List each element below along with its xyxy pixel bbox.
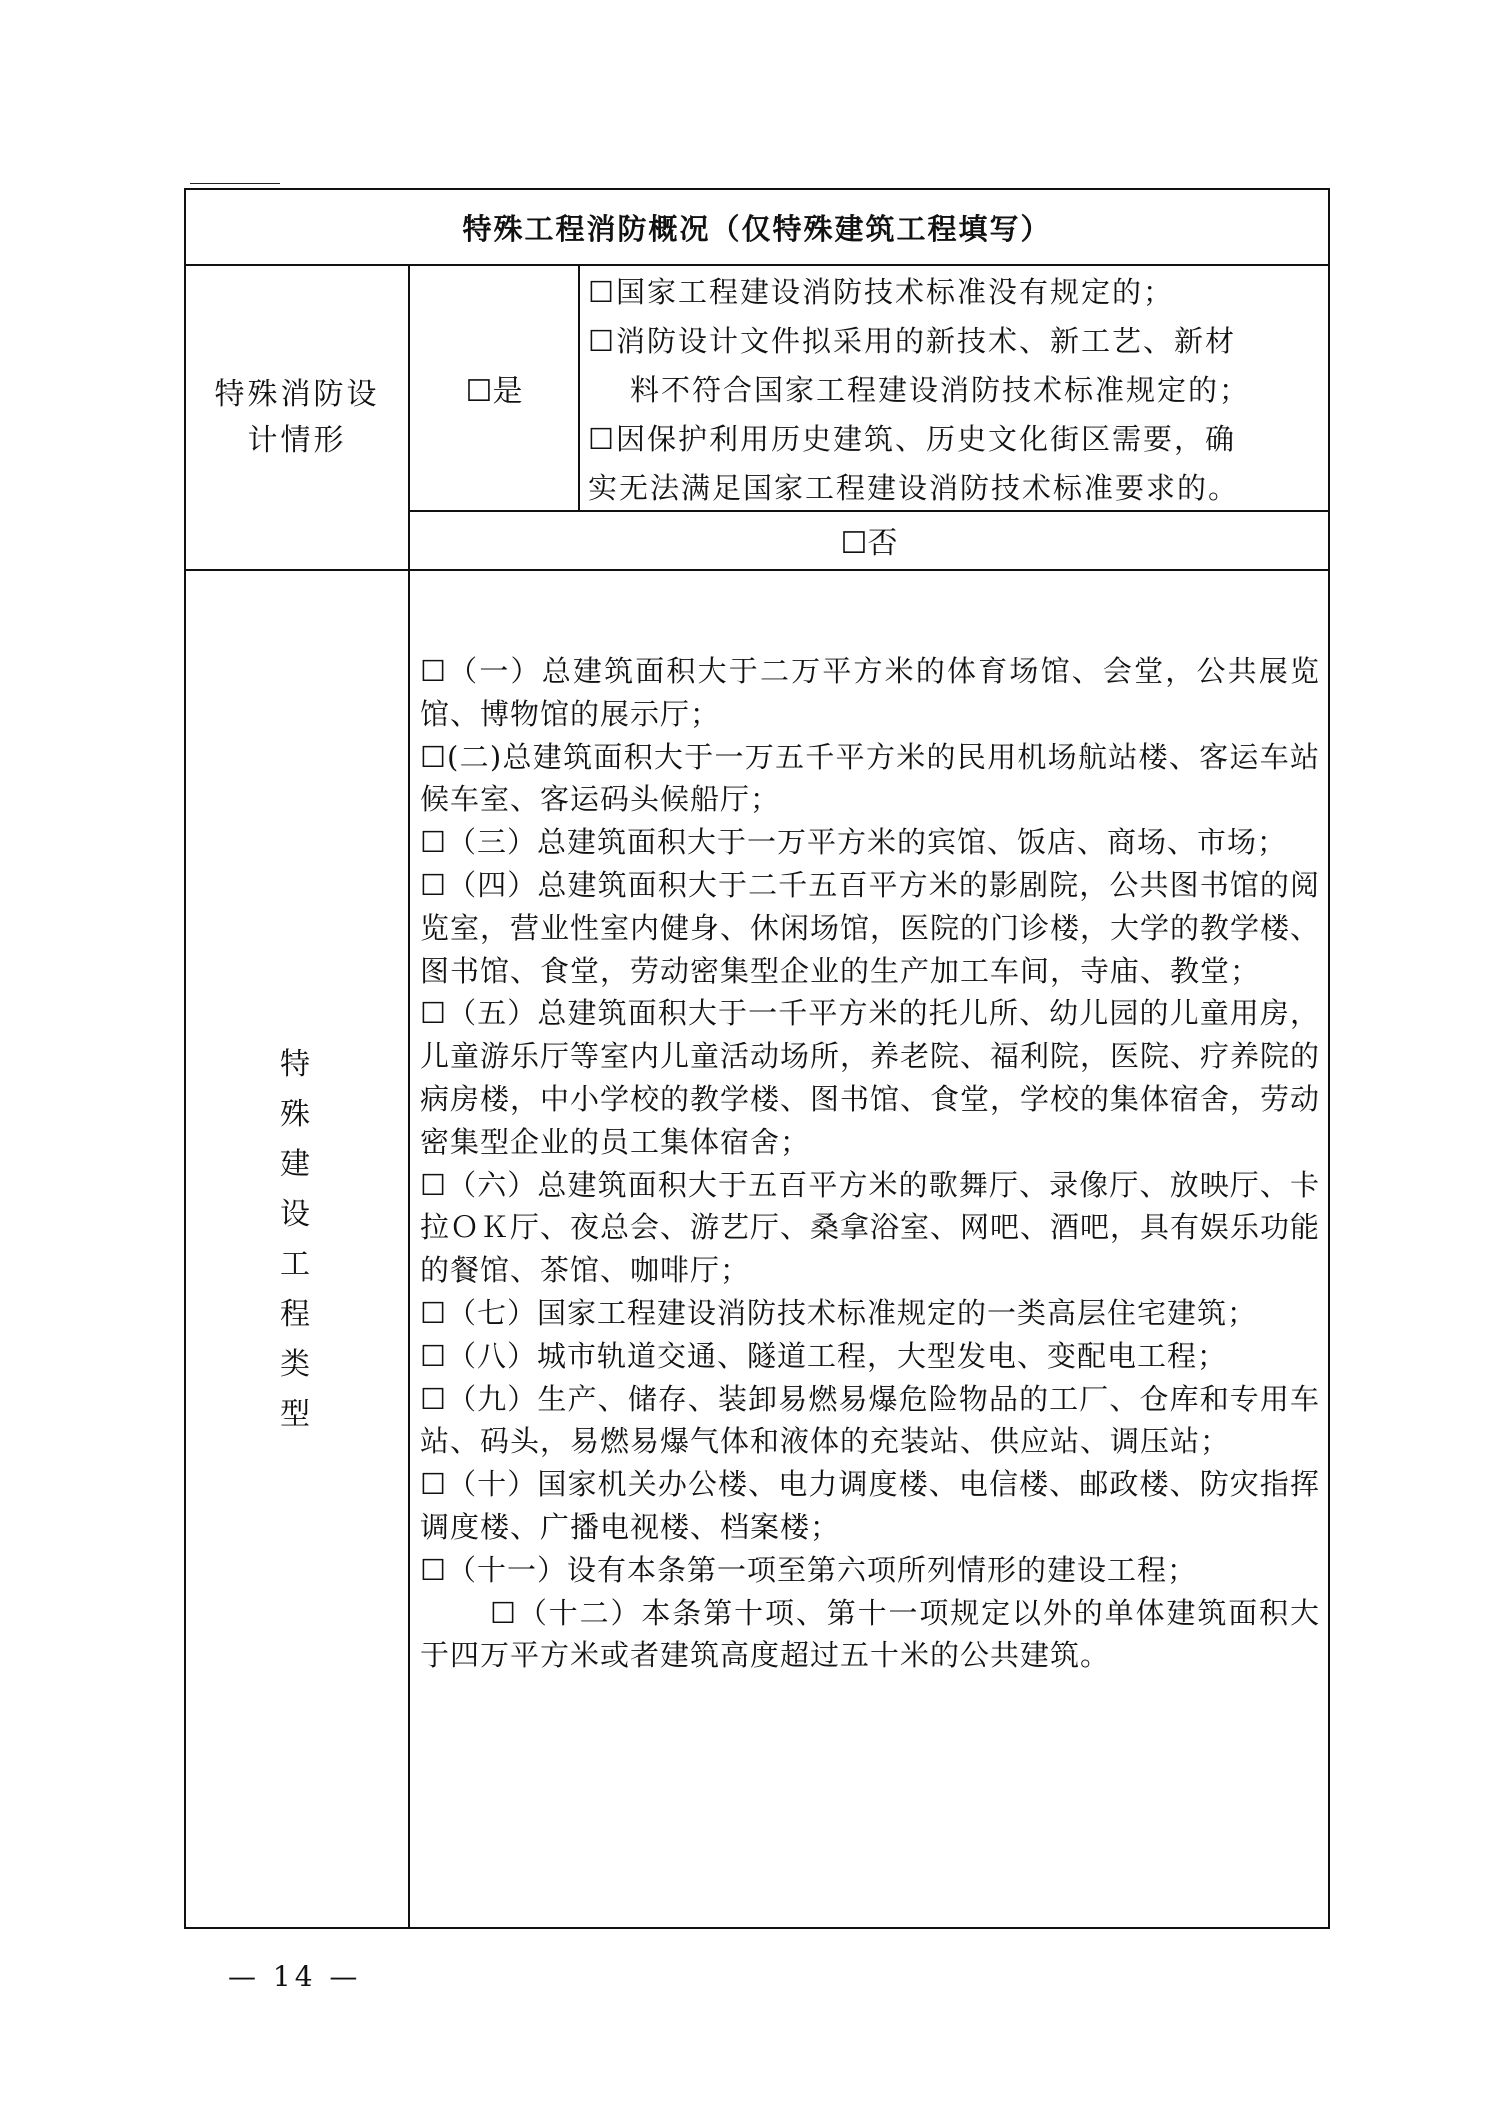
condition-item[interactable]: ☐因保护利用历史建筑、历史文化街区需要，确 xyxy=(588,422,1236,456)
type-item[interactable]: ☐（九）生产、储存、装卸易燃易爆危险物品的工厂、仓库和专用车站、码头，易燃易爆气体和液体的充装站、供应站、调压站； xyxy=(420,1381,1320,1459)
yes-checkbox[interactable]: ☐是 xyxy=(465,374,523,409)
type-item[interactable]: ☐（五）总建筑面积大于一千平方米的托儿所、幼儿园的儿童用房，儿童游乐厅等室内儿童活动场所，养老院、福利院，医院、疗养院的病房楼，中小学校的教学楼、图书馆、食堂，学校的集体宿舍，劳动密集型企业的员工集体宿舍； xyxy=(420,996,1321,1159)
special-design-label xyxy=(186,266,408,570)
section-title: 特殊工程消防概况（仅特殊建筑工程填写） xyxy=(462,211,1052,246)
label-char: 建 xyxy=(280,1147,310,1182)
top-rule xyxy=(190,183,280,184)
page-number: — 14 — xyxy=(228,1960,362,1993)
no-checkbox[interactable]: ☐否 xyxy=(840,526,898,561)
label-char: 殊 xyxy=(280,1097,310,1132)
label-char: 工 xyxy=(280,1247,310,1282)
type-item[interactable]: ☐（八）城市轨道交通、隧道工程，大型发电、变配电工程； xyxy=(420,1338,1227,1373)
label-char: 设 xyxy=(280,1197,310,1232)
special-types-list xyxy=(420,650,1320,1677)
condition-item[interactable]: ☐国家工程建设消防技术标准没有规定的； xyxy=(588,275,1174,309)
type-item[interactable]: ☐（十）国家机关办公楼、电力调度楼、电信楼、邮政楼、防灾指挥调度楼、广播电视楼、档案楼； xyxy=(420,1467,1320,1544)
label-line: 特殊消防设 xyxy=(214,377,380,412)
label-char: 类 xyxy=(280,1347,310,1382)
type-item[interactable]: ☐（一）总建筑面积大于二万平方米的体育场馆、会堂，公共展览馆、博物馆的展示厅； xyxy=(420,654,1320,731)
special-design-conditions xyxy=(588,268,1318,513)
label-char: 特 xyxy=(280,1047,310,1082)
type-item[interactable]: ☐（十二）本条第十项、第十一项规定以外的单体建筑面积大于四万平方米或者建筑高度超过五十米的公共建筑。 xyxy=(420,1595,1320,1673)
label-char: 型 xyxy=(280,1397,310,1432)
type-item[interactable]: ☐(二)总建筑面积大于一万五千平方米的民用机场航站楼、客运车站候车室、客运码头候船厅； xyxy=(420,739,1320,817)
type-item[interactable]: ☐（四）总建筑面积大于二千五百平方米的影剧院，公共图书馆的阅览室，营业性室内健身、休闲场馆，医院的门诊楼，大学的教学楼、图书馆、食堂，劳动密集型企业的生产加工车间，寺庙、教堂； xyxy=(420,867,1321,988)
condition-item-continued: 实无法满足国家工程建设消防技术标准要求的。 xyxy=(588,471,1240,505)
label-char: 程 xyxy=(280,1297,310,1332)
type-item[interactable]: ☐（三）总建筑面积大于一万平方米的宾馆、饭店、商场、市场； xyxy=(420,825,1287,860)
special-types-label xyxy=(250,1040,340,1440)
type-item[interactable]: ☐（六）总建筑面积大于五百平方米的歌舞厅、录像厅、放映厅、卡拉ＯＫ厅、夜总会、游艺厅、桑拿浴室、网吧、酒吧，具有娱乐功能的餐馆、茶馆、咖啡厅； xyxy=(420,1167,1321,1288)
label-line: 计情形 xyxy=(247,423,347,458)
condition-item-continued: 料不符合国家工程建设消防技术标准规定的； xyxy=(630,373,1251,407)
condition-item[interactable]: ☐消防设计文件拟采用的新技术、新工艺、新材 xyxy=(588,324,1236,358)
type-item[interactable]: ☐（七）国家工程建设消防技术标准规定的一类高层住宅建筑； xyxy=(420,1295,1257,1330)
type-item[interactable]: ☐（十一）设有本条第一项至第六项所列情形的建设工程； xyxy=(420,1552,1197,1587)
